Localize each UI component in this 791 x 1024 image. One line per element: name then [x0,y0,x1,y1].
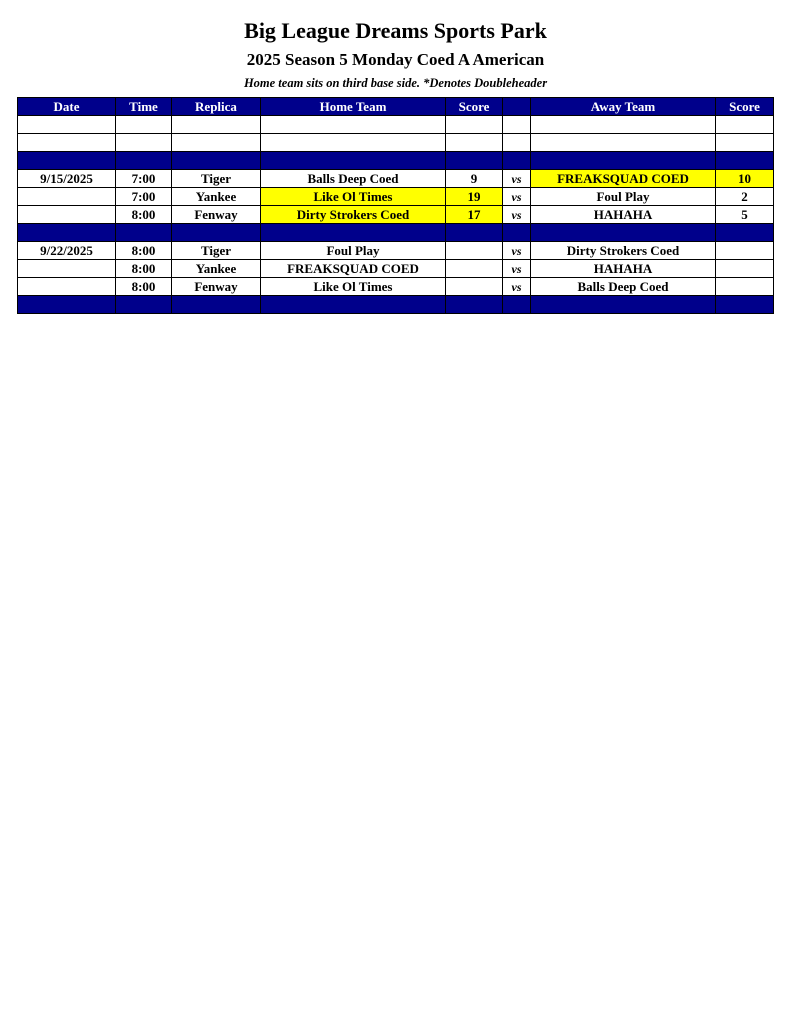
home-score [446,242,503,260]
away-score [716,260,774,278]
game-row [18,206,774,224]
away-team: FREAKSQUAD COED [531,170,716,188]
home-score: 9 [446,170,503,188]
game-row [18,260,774,278]
game-time: 8:00 [116,260,172,278]
away-score: 5 [716,206,774,224]
game-row [18,170,774,188]
home-team: Dirty Strokers Coed [261,206,446,224]
game-time: 7:00 [116,170,172,188]
game-field: Yankee [172,188,261,206]
col-header-away-team: Away Team [531,98,716,116]
away-score: 10 [716,170,774,188]
col-header-home-score: Score [446,98,503,116]
away-score [716,278,774,296]
home-team: Foul Play [261,242,446,260]
game-date [18,206,116,224]
game-row [18,242,774,260]
col-header-replica: Replica [172,98,261,116]
vs-label: vs [503,242,531,260]
home-score: 17 [446,206,503,224]
game-date: 9/15/2025 [18,170,116,188]
vs-label: vs [503,206,531,224]
home-score [446,260,503,278]
away-team: Balls Deep Coed [531,278,716,296]
empty-row [18,116,774,134]
game-date [18,188,116,206]
park-title: Big League Dreams Sports Park [244,18,547,43]
home-team-note: Home team sits on third base side. *Denotes Doubleheader [243,76,548,90]
away-team: Dirty Strokers Coed [531,242,716,260]
home-score: 19 [446,188,503,206]
empty-row [18,134,774,152]
game-time: 8:00 [116,242,172,260]
away-score: 2 [716,188,774,206]
home-team: Like Ol Times [261,278,446,296]
home-team: FREAKSQUAD COED [261,260,446,278]
game-row [18,278,774,296]
schedule-table [17,97,774,314]
game-field: Fenway [172,206,261,224]
home-score [446,278,503,296]
game-field: Tiger [172,170,261,188]
header-row [18,98,774,116]
separator-band [18,152,774,170]
game-date: 9/22/2025 [18,242,116,260]
vs-label: vs [503,188,531,206]
col-header-time: Time [116,98,172,116]
away-team: Foul Play [531,188,716,206]
col-header-vs [503,98,531,116]
vs-label: vs [503,170,531,188]
vs-label: vs [503,260,531,278]
away-team: HAHAHA [531,260,716,278]
home-team: Balls Deep Coed [261,170,446,188]
game-date [18,278,116,296]
separator-band [18,224,774,242]
game-field: Fenway [172,278,261,296]
separator-band [18,296,774,314]
home-team: Like Ol Times [261,188,446,206]
game-time: 8:00 [116,278,172,296]
game-time: 8:00 [116,206,172,224]
game-field: Yankee [172,260,261,278]
season-title: 2025 Season 5 Monday Coed A American [246,50,545,69]
col-header-away-score: Score [716,98,774,116]
col-header-date: Date [18,98,116,116]
game-field: Tiger [172,242,261,260]
col-header-home-team: Home Team [261,98,446,116]
vs-label: vs [503,278,531,296]
game-time: 7:00 [116,188,172,206]
away-team: HAHAHA [531,206,716,224]
game-row [18,188,774,206]
game-date [18,260,116,278]
away-score [716,242,774,260]
